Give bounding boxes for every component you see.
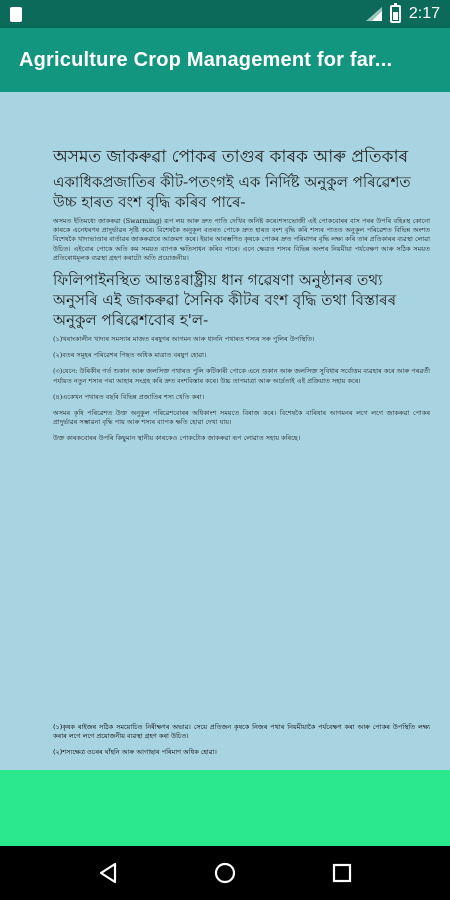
section-heading: ফিলিপাইনস্থিত আন্তঃৰাষ্ট্ৰীয় ধান গৱেষণা অনুষ্ঠানৰ তথ্য অনুসৰি এই জাকৰুৱা সৈনিক কীটৰ বংশ বৃদ্ধি তথা বিস্তাৰৰ অনুকুল পৰিৱেশবোৰ হ'ল- <box>53 271 397 330</box>
bottom-banner <box>0 770 450 846</box>
app-bar <box>0 28 450 92</box>
list-item: (৪)একেখন পথাৰত বছৰি বিভিন্ন প্ৰজাতিৰ শস্য খেতি কৰা। <box>53 392 205 401</box>
sd-card-icon <box>10 7 22 22</box>
home-icon[interactable] <box>203 851 247 895</box>
status-time: 2:17 <box>408 5 440 22</box>
list-item: (৩)যেনে: উৰিকীৰ গৰ্ত শুকান আৰু জলসিক্ত পথাৰত পুলি কটিকাৰী পোকে এনে শুকান আৰু জলসিক্ত সুবিধাৰ সৰ্বোত্তম ব্যৱহাৰ কৰে আৰু পৰৱৰ্তী পৰ্যায়ত নতুন শস্যৰ পৰা আহাৰ সংগ্ৰহ কৰি দ্ৰুত বংশবিস্তাৰ কৰে। উচ্চ তাপমাত্ৰা আৰু আৰ্দ্ৰতাই এই প্ৰক্ৰিয়াত সহায় কৰে। <box>53 367 430 385</box>
navigation-bar <box>0 846 450 900</box>
back-icon[interactable] <box>86 851 130 895</box>
paragraph: উক্ত কাৰকবোৰৰ উপৰি কিছুমান স্থানীয় কাৰকেও পোকটোক জাকৰুৱা ৰূপ লোৱাত সহায় কৰিছে। <box>53 434 301 443</box>
article-heading: অসমত জাকৰুৱা পোকৰ তাগুৰ কাৰক আৰু প্ৰতিকাৰ <box>53 147 409 167</box>
article-content[interactable] <box>0 92 450 770</box>
recents-icon[interactable] <box>320 851 364 895</box>
battery-icon <box>390 5 401 23</box>
article-subheading: একাধিকপ্ৰজাতিৰ কীট-পতংগই এক নিৰ্দিষ্ট অনুকুল পৰিৱেশত উচ্চ হাৰত বংশ বৃদ্ধি কৰিব পাৰে- <box>53 173 411 211</box>
article-lower <box>53 723 430 765</box>
article-body <box>0 92 450 444</box>
status-bar <box>0 0 450 28</box>
list-item: (২)শস্যক্ষেত্ৰ ওচৰৰ ঘাঁহনি আৰু আগাছাৰ পৰিমাণ অধিক হোৱা। <box>53 748 217 757</box>
app-title: Agriculture Crop Management for far... <box>19 48 393 71</box>
list-item: (১)কৃষক ৰাইজৰ সঠিক সময়োচিত নিৰীক্ষণৰ অভাৱ। সেয়ে প্ৰতিজন কৃষকে নিজৰ পথাৰ নিয়মীয়াকৈ পৰ্যবেক্ষণ কৰা আৰু পোকৰ উপস্থিতি লক্ষ্য কৰাৰ লগে লগে প্ৰয়োজনীয় ব্যৱস্থা গ্ৰহণ কৰা উচিত। <box>53 723 430 741</box>
signal-icon <box>366 7 382 21</box>
list-item: (১)খৰাংকালীন খাদ্যৰ সমস্যাৰ মাজত বৰষুণৰ আগমন আৰু ধাননি পথাৰত শস্যৰ সৰু পুলিৰ উপস্থিতি। <box>53 335 315 344</box>
list-item: (২)বতৰ সমূহৰ পৰিৱেশৰ পিছত অধিক মাত্ৰাত বৰষুণ হোৱা। <box>53 351 207 360</box>
paragraph: অসমৰ কৃষি পৰিৱেশত উক্ত অনুকুল পৰিৱেশবোৰৰ অধিকাংশ সময়তে বিৰাজ কৰে। বিশেষকৈ বাৰিষাৰ আগমনৰ লগে লগে জাকৰুৱা পোকৰ প্ৰাদুৰ্ভাৱৰ সম্ভাৱনা বৃদ্ধি পায় আৰু শস্যৰ ব্যাপক ক্ষতি হোৱা দেখা যায়। <box>53 409 430 427</box>
paragraph: অসমত ইতিমধ্যে জাকৰুৱা (Swarming) রূপ লয় আৰু দ্ৰুত পাতি দেখিব অনিষ্ট কৰে।শস্যভোজী এই পোকবোৰৰ বাস পৰৰ উপৰি বহিঃস্থ কোনো কাৰকে এনেধৰণৰ প্ৰাদুৰ্ভাৱৰ সৃষ্টি কৰে। বিশেষকৈ অনুকূল বতৰত পোকে দ্ৰুত হাৰত বংশ বৃদ্ধি কৰি শস্যৰ পাতত অনুকূল পৰিৱেশত বিভিন্ন অংশত বিশেষকৈ খাদ্যভাণ্ডাৰ বাৰ্তাৱৰ জাকৰুৱাৰে আক্ৰমণ কৰে। ইয়াৰ আৰম্ভণিত কৃষকে পোকৰ দ্ৰুত পৰিমাণৰ বৃদ্ধি লক্ষ্য কৰি তাৰ প্ৰতিকাৰৰ ব্যৱস্থা লোৱা উচিত। এইবোৰ পোকে অতি কম সময়ত ব্যাপক ক্ষতিসাধন কৰিব পাৰে। এনে ক্ষেত্ৰত শস্যৰ বিভিন্ন অংশৰ নিয়মীয়া পৰ্যবেক্ষণ আৰু সঠিক সময়ত প্ৰতিৰোধমূলক ব্যৱস্থা গ্ৰহণ কৰাটো অতি প্ৰয়োজনীয়। <box>53 217 430 262</box>
